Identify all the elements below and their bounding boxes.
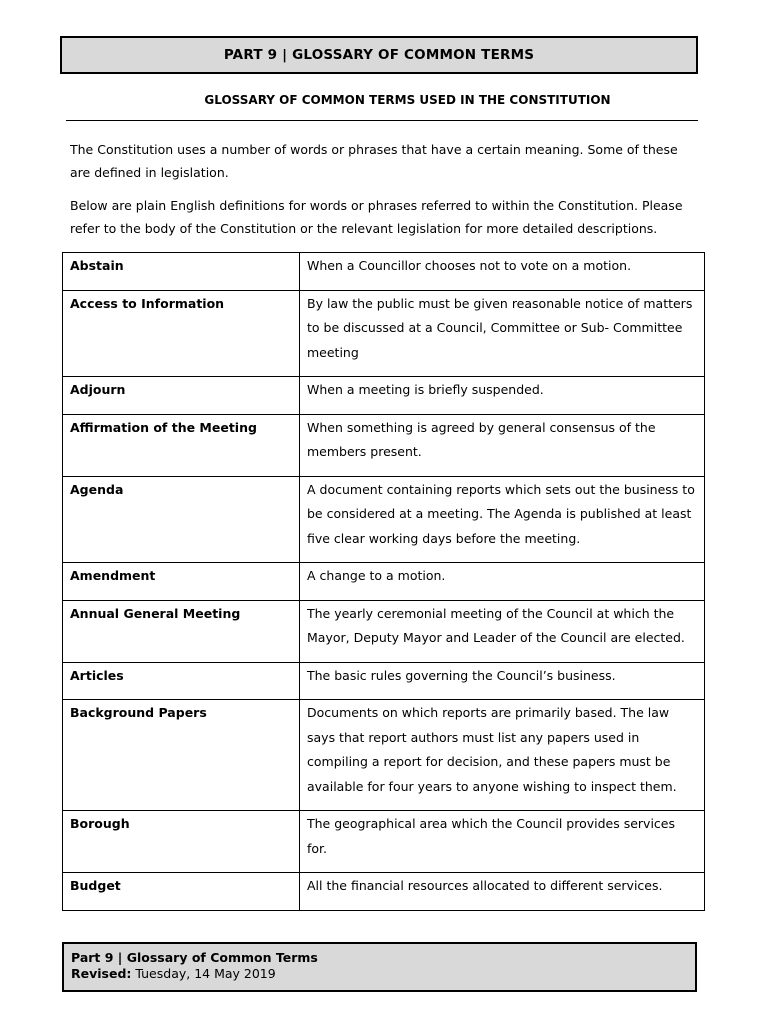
page-header xyxy=(60,36,698,74)
glossary-definition: When something is agreed by general consensus of the members present. xyxy=(300,414,705,476)
intro-paragraph-2: Below are plain English definitions for words or phrases referred to within the Constitution. Please refer to the body of the Constitution or the relevant legislation for more detailed descriptions. xyxy=(70,198,683,236)
section-subtitle: GLOSSARY OF COMMON TERMS USED IN THE CONSTITUTION xyxy=(204,93,611,107)
page-title: PART 9 | GLOSSARY OF COMMON TERMS xyxy=(223,47,535,63)
table-row xyxy=(63,290,705,377)
glossary-definition: The yearly ceremonial meeting of the Council at which the Mayor, Deputy Mayor and Leader of the Council are elected. xyxy=(300,600,705,662)
glossary-term: Agenda xyxy=(63,476,300,563)
glossary-definition: A document containing reports which sets out the business to be considered at a meeting. The Agenda is published at least five clear working days before the meeting. xyxy=(300,476,705,563)
glossary-term: Amendment xyxy=(63,563,300,601)
table-row xyxy=(63,414,705,476)
glossary-term: Affirmation of the Meeting xyxy=(63,414,300,476)
footer-revised-label: Revised: xyxy=(71,966,132,981)
glossary-term: Budget xyxy=(63,873,300,911)
glossary-definition: All the financial resources allocated to different services. xyxy=(300,873,705,911)
table-row xyxy=(63,377,705,415)
table-row xyxy=(63,873,705,911)
table-row xyxy=(63,476,705,563)
glossary-definition: When a meeting is briefly suspended. xyxy=(300,377,705,415)
glossary-term: Adjourn xyxy=(63,377,300,415)
table-row xyxy=(63,253,705,291)
page-footer xyxy=(62,942,697,992)
intro-paragraph-1: The Constitution uses a number of words or phrases that have a certain meaning. Some of these are defined in legislation. xyxy=(70,142,678,180)
table-row xyxy=(63,811,705,873)
glossary-definition: The basic rules governing the Council’s business. xyxy=(300,662,705,700)
glossary-term: Abstain xyxy=(63,253,300,291)
table-row xyxy=(63,700,705,811)
table-row xyxy=(63,563,705,601)
footer-revised-date: Tuesday, 14 May 2019 xyxy=(135,966,276,981)
table-row xyxy=(63,600,705,662)
glossary-definition: Documents on which reports are primarily based. The law says that report authors must list any papers used in compiling a report for decision, and these papers must be available for four years to anyone wishing to inspect them. xyxy=(300,700,705,811)
glossary-table xyxy=(62,252,705,911)
footer-revised-line xyxy=(71,966,695,982)
glossary-term: Articles xyxy=(63,662,300,700)
divider xyxy=(66,120,698,121)
glossary-term: Borough xyxy=(63,811,300,873)
glossary-definition: When a Councillor chooses not to vote on a motion. xyxy=(300,253,705,291)
glossary-definition: A change to a motion. xyxy=(300,563,705,601)
footer-part-label: Part 9 | Glossary of Common Terms xyxy=(71,950,318,965)
glossary-definition: The geographical area which the Council provides services for. xyxy=(300,811,705,873)
table-row xyxy=(63,662,705,700)
glossary-definition: By law the public must be given reasonable notice of matters to be discussed at a Council, Committee or Sub- Committee meeting xyxy=(300,290,705,377)
glossary-term: Access to Information xyxy=(63,290,300,377)
glossary-term: Annual General Meeting xyxy=(63,600,300,662)
glossary-term: Background Papers xyxy=(63,700,300,811)
